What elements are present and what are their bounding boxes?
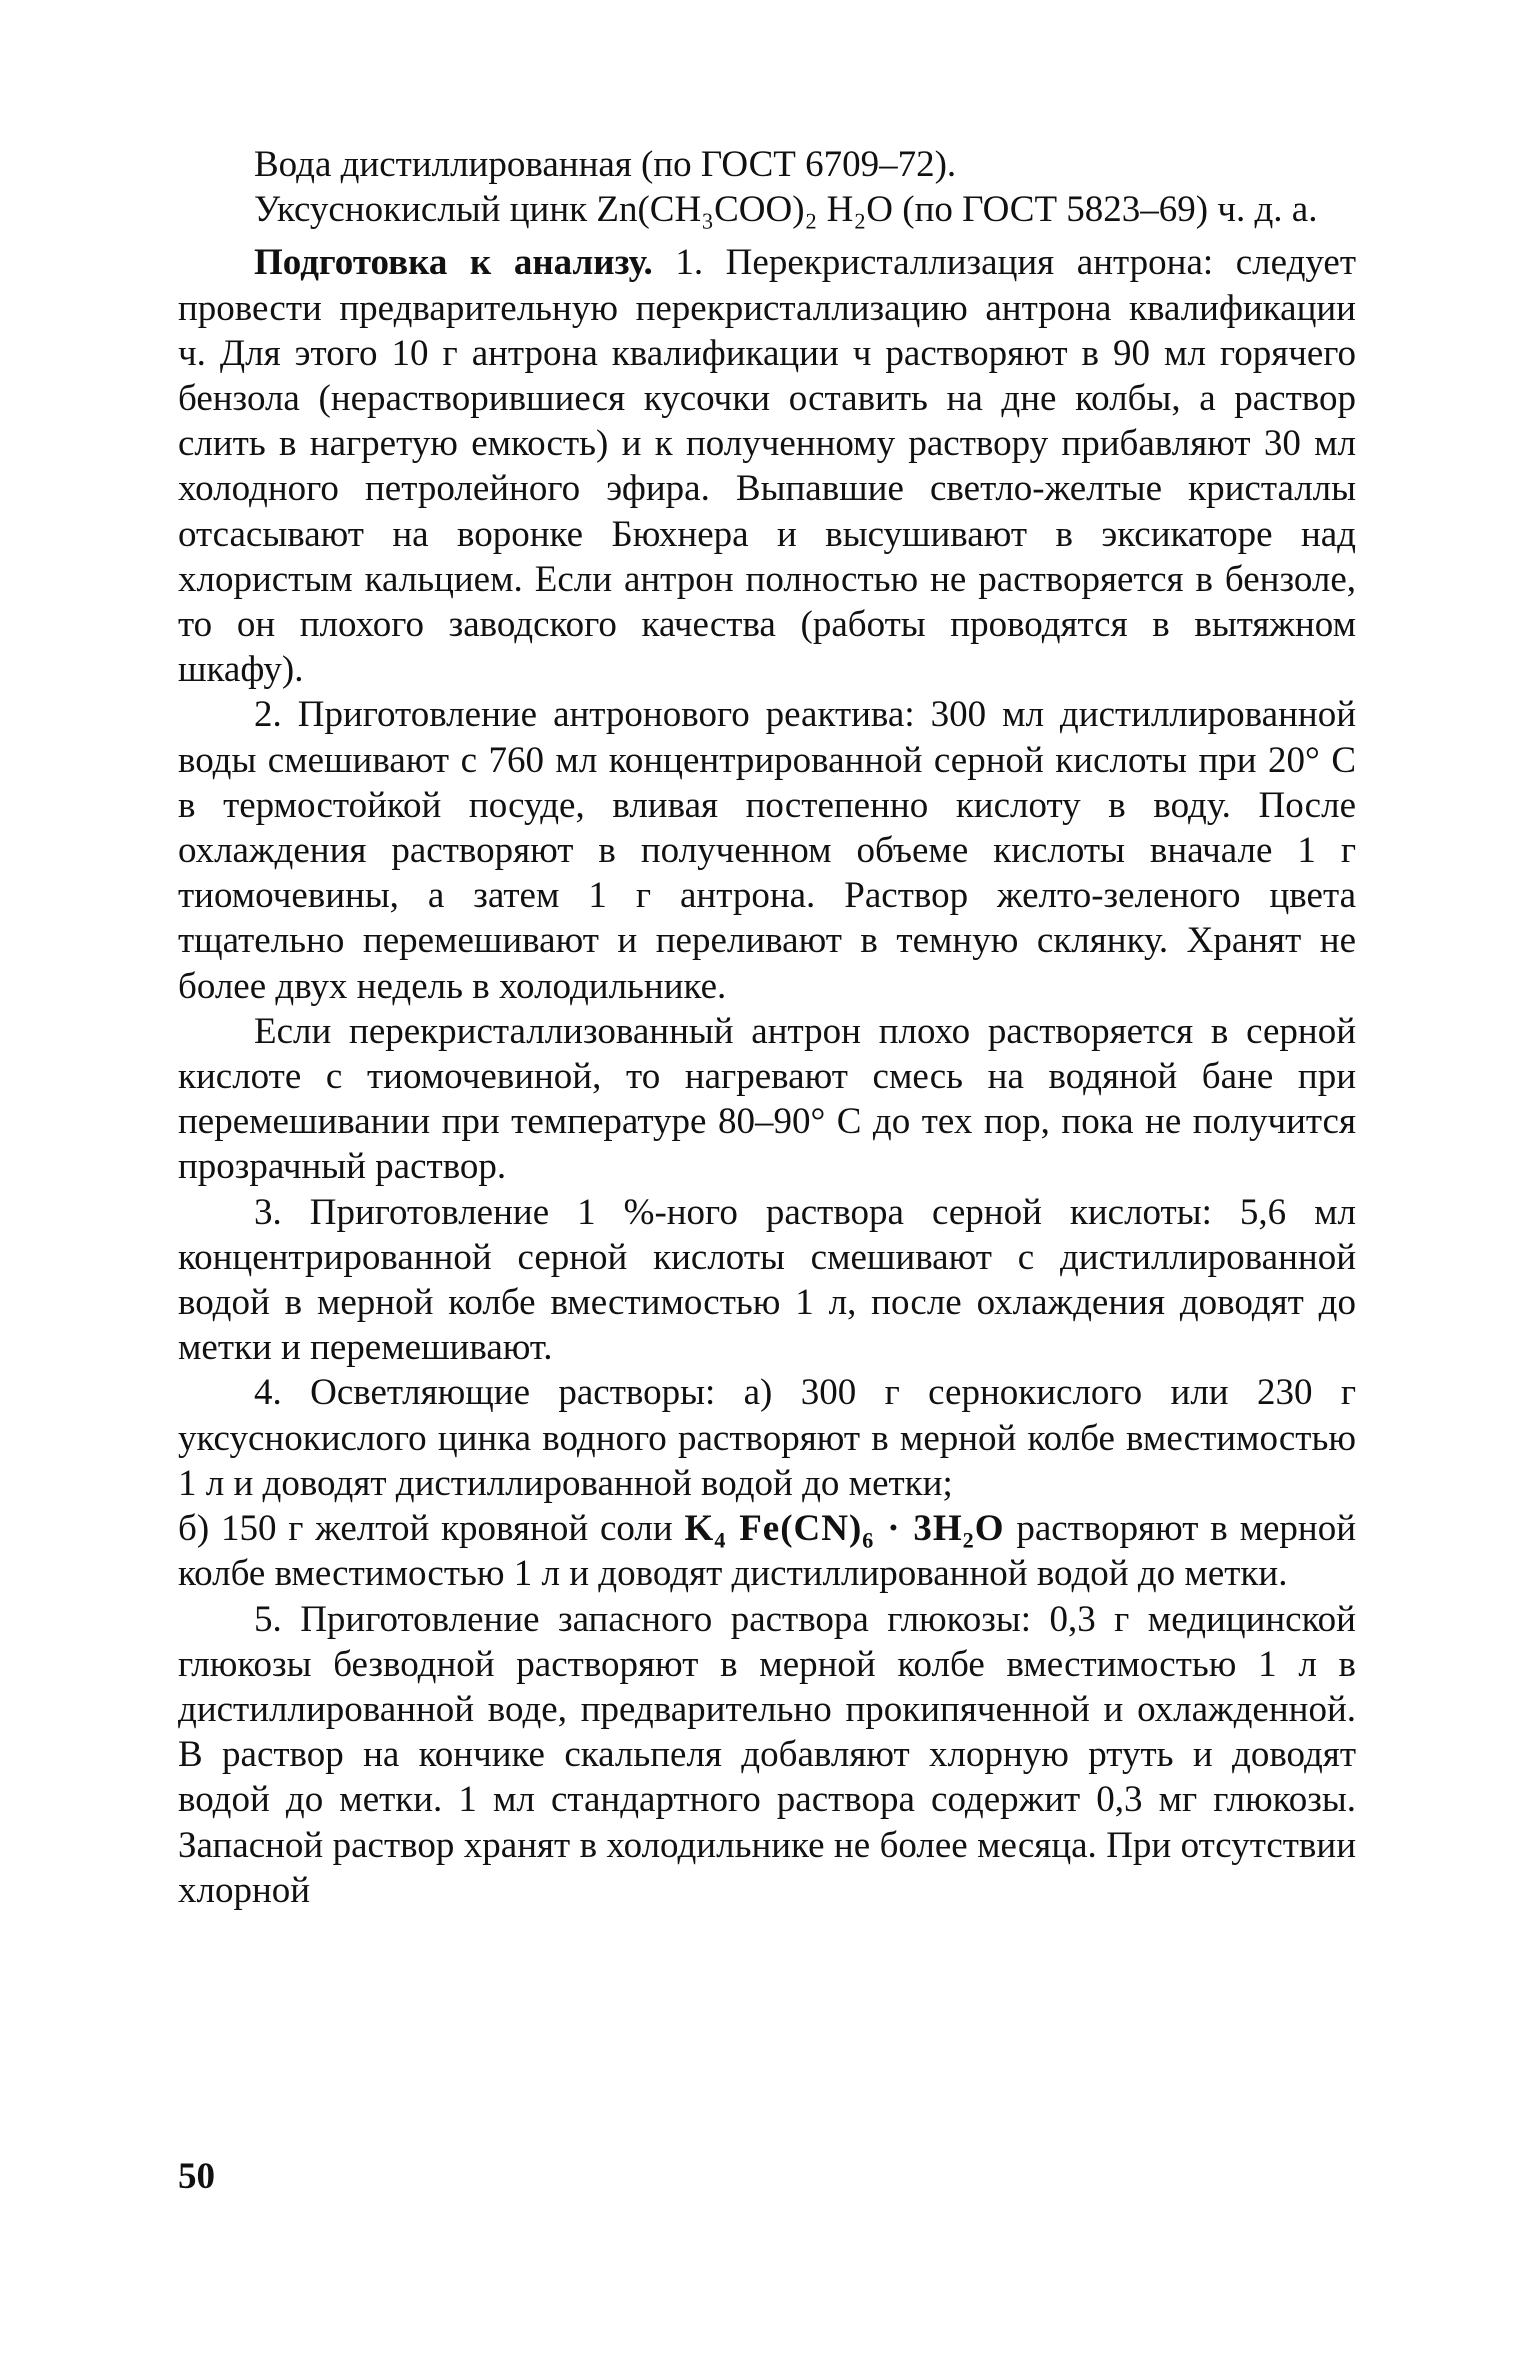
prep-item-1-text: 1. Перекристаллизация антрона: следует провести предварительную перекристаллизацию антрона квалификации ч. Для этого 10 г антрона квалификации ч растворяют в 90 мл горячего бензола (нерастворившиеся кусочки оставить на дне колбы, а раствор слить в нагретую емкость) и к полученному раствору прибавляют 30 мл холодного петролейного эфира. Выпавшие светло-желтые кристаллы отсасывают на воронке Бюхнера и высушивают в эксикаторе над хлористым кальцием. Если антрон полностью не растворяется в бензоле, то он плохого заводского качества (работы проводятся в вытяжном шкафу).	[178, 242, 1356, 691]
page-number: 50	[178, 2156, 215, 2197]
document-body	[178, 142, 1356, 1913]
prep-heading: Подготовка к анализу.	[254, 242, 653, 284]
prep-item-3-paragraph: 3. Приготовление 1 %-ного раствора серной кислоты: 5,6 мл концентрированной серной кислоты смешивают с дистиллированной водой в мерной колбе вместимостью 1 л, после охлаждения доводят до метки и перемешивают.	[178, 1191, 1356, 1369]
prep-item-1-paragraph	[178, 240, 1356, 692]
intro-zinc-acetate: Уксуснокислый цинк Zn(CH₃COO)₂ H₂O (по ГОСТ 5823–69) ч. д. а.	[254, 189, 1318, 231]
prep-item-4b-end: растворяют в мерной колбе вместимостью 1 л и доводят дистиллированной водой до метки.	[178, 1508, 1357, 1595]
prep-item-4a-paragraph: 4. Осветляющие растворы: а) 300 г сернокислого или 230 г уксуснокислого цинка водного растворяют в мерной колбе вместимостью 1 л и доводят дистиллированной водой до метки;	[178, 1372, 1356, 1504]
intro-water: Вода дистиллированная (по ГОСТ 6709–72).	[254, 144, 957, 185]
prep-item-4b-formula: K₄ Fe(CN)₆ · 3H₂O	[684, 1508, 1005, 1550]
prep-item-2-paragraph: 2. Приготовление антронового реактива: 300 мл дистиллированной воды смешивают с 760 мл концентрированной серной кислоты при 20° С в термостойкой посуде, вливая постепенно кислоту в воду. После охлаждения растворяют в полученном объеме кислоты вначале 1 г тиомочевины, а затем 1 г антрона. Раствор желто-зеленого цвета тщательно перемешивают и переливают в темную склянку. Хранят не более двух недель в холодильнике.	[178, 694, 1356, 1007]
prep-item-4b-start: б) 150 г желтой кровяной соли	[178, 1508, 673, 1550]
prep-note-paragraph: Если перекристаллизованный антрон плохо растворяется в серной кислоте с тиомочевиной, то нагревают смесь на водяной бане при перемешивании при температуре 80–90° С до тех пор, пока не получится прозрачный раствор.	[178, 1010, 1356, 1188]
prep-item-4b-paragraph	[178, 1506, 1356, 1596]
prep-item-5-paragraph: 5. Приготовление запасного раствора глюкозы: 0,3 г медицинской глюкозы безводной растворяют в мерной колбе вместимостью 1 л в дистиллированной воде, предварительно прокипяченной и охлажденной. В раствор на кончике скальпеля добавляют хлорную ртуть и доводят водой до метки. 1 мл стандартного раствора содержит 0,3 мг глюкозы. Запасной раствор хранят в холодильнике не более месяца. При отсутствии хлорной	[178, 1598, 1356, 1911]
